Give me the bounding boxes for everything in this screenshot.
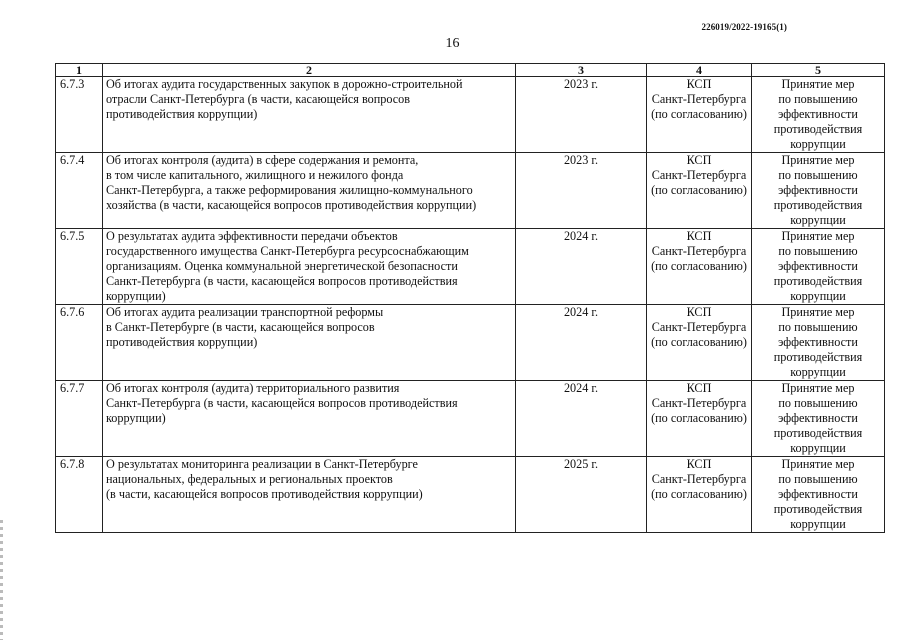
responsible-line: (по согласованию) — [651, 107, 747, 121]
result-line: по повышению — [778, 168, 858, 182]
responsible-line: Санкт-Петербурга — [651, 244, 747, 258]
column-header-3: 3 — [516, 64, 647, 77]
item-number: 6.7.8 — [56, 457, 103, 533]
table-row — [56, 381, 885, 457]
responsible-line: КСП — [686, 77, 712, 91]
responsible-line: (по согласованию) — [651, 411, 747, 425]
item-expected-result — [752, 77, 885, 153]
responsible-line: (по согласованию) — [651, 259, 747, 273]
item-deadline: 2025 г. — [516, 457, 647, 533]
result-line: коррупции — [790, 441, 846, 455]
item-deadline: 2024 г. — [516, 381, 647, 457]
description-line: О результатах аудита эффективности передачи объектов — [106, 229, 398, 243]
responsible-line: КСП — [686, 381, 712, 395]
description-line: в том числе капитального, жилищного и нежилого фонда — [106, 168, 404, 182]
result-line: противодействия — [773, 198, 863, 212]
responsible-line: Санкт-Петербурга — [651, 320, 747, 334]
column-header-2: 2 — [103, 64, 516, 77]
item-deadline: 2023 г. — [516, 77, 647, 153]
item-expected-result — [752, 305, 885, 381]
description-line: в Санкт-Петербурге (в части, касающейся вопросов — [106, 320, 375, 334]
result-line: эффективности — [778, 107, 858, 121]
responsible-line: Санкт-Петербурга — [651, 168, 747, 182]
item-description — [103, 77, 516, 153]
result-line: коррупции — [790, 213, 846, 227]
result-line: Принятие мер — [781, 153, 855, 167]
result-line: противодействия — [773, 122, 863, 136]
item-responsible — [647, 381, 752, 457]
item-number: 6.7.5 — [56, 229, 103, 305]
item-number: 6.7.3 — [56, 77, 103, 153]
item-responsible — [647, 305, 752, 381]
result-line: эффективности — [778, 487, 858, 501]
result-line: эффективности — [778, 335, 858, 349]
item-description — [103, 457, 516, 533]
result-line: по повышению — [778, 396, 858, 410]
item-description — [103, 305, 516, 381]
item-responsible — [647, 153, 752, 229]
item-responsible — [647, 77, 752, 153]
scan-edge-mark — [0, 520, 3, 640]
result-line: противодействия — [773, 426, 863, 440]
table-row — [56, 153, 885, 229]
result-line: эффективности — [778, 411, 858, 425]
result-line: коррупции — [790, 517, 846, 531]
description-line: коррупции) — [106, 289, 166, 303]
result-line: по повышению — [778, 244, 858, 258]
description-line: государственного имущества Санкт-Петербурга ресурсоснабжающим — [106, 244, 469, 258]
result-line: коррупции — [790, 289, 846, 303]
item-deadline: 2024 г. — [516, 305, 647, 381]
responsible-line: (по согласованию) — [651, 335, 747, 349]
responsible-line: Санкт-Петербурга — [651, 396, 747, 410]
item-responsible — [647, 457, 752, 533]
result-line: Принятие мер — [781, 77, 855, 91]
description-line: (в части, касающейся вопросов противодействия коррупции) — [106, 487, 423, 501]
item-number: 6.7.6 — [56, 305, 103, 381]
responsible-line: КСП — [686, 153, 712, 167]
column-header-1: 1 — [56, 64, 103, 77]
plan-table — [55, 63, 885, 533]
table-row — [56, 305, 885, 381]
result-line: противодействия — [773, 502, 863, 516]
description-line: Санкт-Петербурга (в части, касающейся вопросов противодействия — [106, 274, 458, 288]
result-line: коррупции — [790, 365, 846, 379]
item-description — [103, 153, 516, 229]
result-line: эффективности — [778, 259, 858, 273]
result-line: противодействия — [773, 274, 863, 288]
description-line: организациям. Оценка коммунальной энергетической безопасности — [106, 259, 458, 273]
responsible-line: (по согласованию) — [651, 183, 747, 197]
item-expected-result — [752, 229, 885, 305]
result-line: Принятие мер — [781, 305, 855, 319]
result-line: Принятие мер — [781, 229, 855, 243]
table-row — [56, 457, 885, 533]
result-line: по повышению — [778, 472, 858, 486]
description-line: коррупции) — [106, 411, 166, 425]
result-line: Принятие мер — [781, 457, 855, 471]
description-line: Санкт-Петербурга (в части, касающейся вопросов противодействия — [106, 396, 458, 410]
item-deadline: 2023 г. — [516, 153, 647, 229]
description-line: хозяйства (в части, касающейся вопросов противодействия коррупции) — [106, 198, 477, 212]
result-line: по повышению — [778, 92, 858, 106]
description-line: Об итогах аудита государственных закупок в дорожно-строительной — [106, 77, 463, 91]
item-description — [103, 381, 516, 457]
responsible-line: КСП — [686, 305, 712, 319]
description-line: О результатах мониторинга реализации в Санкт-Петербурге — [106, 457, 418, 471]
description-line: Об итогах контроля (аудита) в сфере содержания и ремонта, — [106, 153, 419, 167]
item-deadline: 2024 г. — [516, 229, 647, 305]
responsible-line: (по согласованию) — [651, 487, 747, 501]
item-description — [103, 229, 516, 305]
description-line: национальных, федеральных и региональных проектов — [106, 472, 393, 486]
item-number: 6.7.7 — [56, 381, 103, 457]
result-line: противодействия — [773, 350, 863, 364]
result-line: коррупции — [790, 137, 846, 151]
description-line: Об итогах аудита реализации транспортной реформы — [106, 305, 384, 319]
page-number: 16 — [445, 36, 460, 51]
responsible-line: КСП — [686, 229, 712, 243]
responsible-line: Санкт-Петербурга — [651, 472, 747, 486]
item-expected-result — [752, 153, 885, 229]
description-line: Санкт-Петербурга, а также реформирования жилищно-коммунального — [106, 183, 473, 197]
table-header-row — [56, 64, 885, 77]
result-line: по повышению — [778, 320, 858, 334]
result-line: Принятие мер — [781, 381, 855, 395]
description-line: противодействия коррупции) — [106, 107, 258, 121]
column-header-5: 5 — [752, 64, 885, 77]
column-header-4: 4 — [647, 64, 752, 77]
item-number: 6.7.4 — [56, 153, 103, 229]
item-responsible — [647, 229, 752, 305]
result-line: эффективности — [778, 183, 858, 197]
item-expected-result — [752, 457, 885, 533]
description-line: отрасли Санкт-Петербурга (в части, касающейся вопросов — [106, 92, 410, 106]
table-row — [56, 77, 885, 153]
responsible-line: Санкт-Петербурга — [651, 92, 747, 106]
table-row — [56, 229, 885, 305]
description-line: Об итогах контроля (аудита) территориального развития — [106, 381, 400, 395]
item-expected-result — [752, 381, 885, 457]
description-line: противодействия коррупции) — [106, 335, 258, 349]
responsible-line: КСП — [686, 457, 712, 471]
document-id: 226019/2022-19165(1) — [701, 22, 787, 32]
